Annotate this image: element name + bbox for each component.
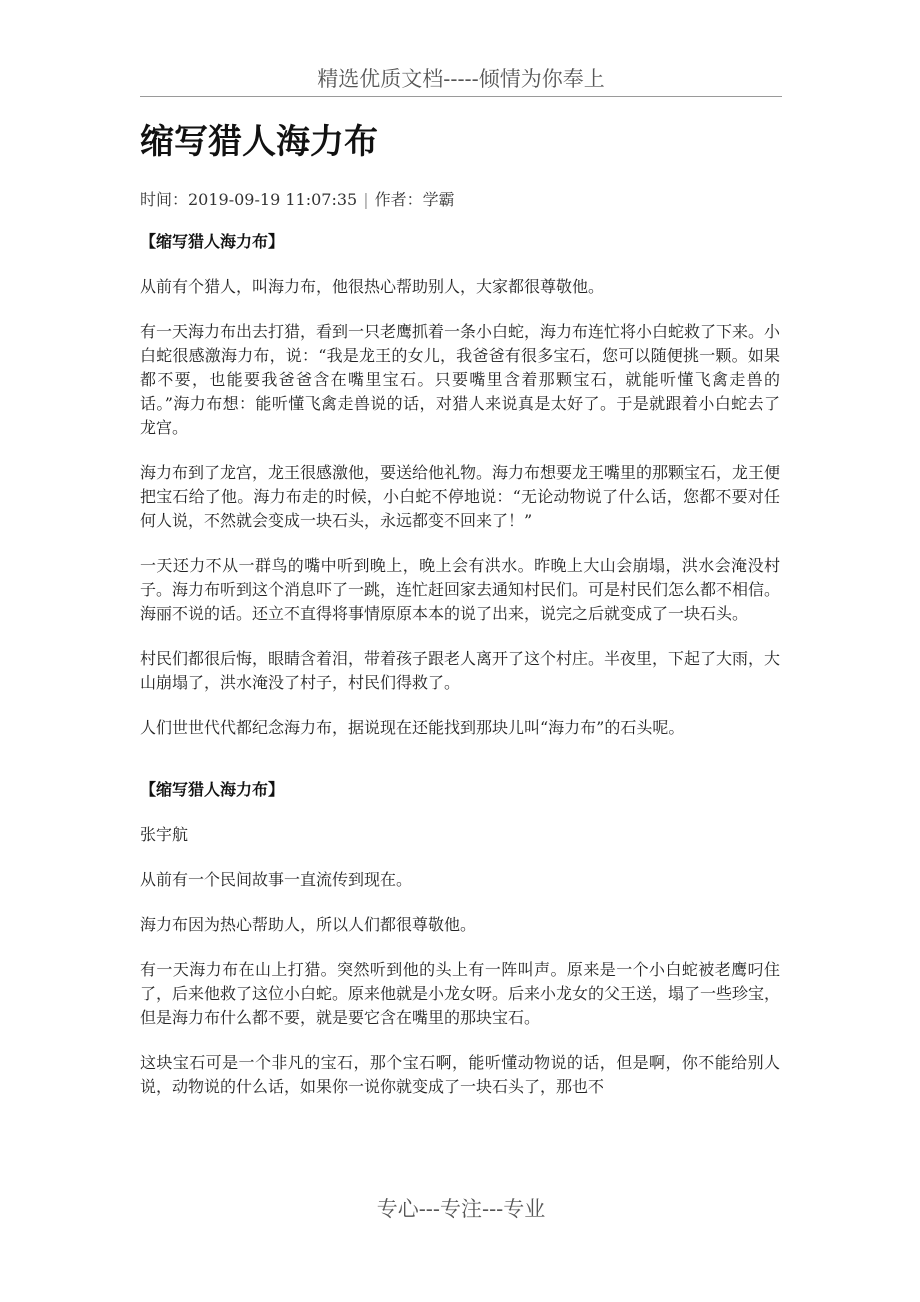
paragraph: 人们世世代代都纪念海力布，据说现在还能找到那块儿叫“海力布”的石头呢。 (140, 718, 685, 737)
page-footer (140, 1192, 782, 1226)
author-line: 张宇航 (140, 825, 189, 844)
paragraph: 从前有个猎人，叫海力布，他很热心帮助别人，大家都很尊敬他。 (140, 277, 605, 296)
paragraph: 这块宝石可是一个非凡的宝石，那个宝石啊，能听懂动物说的话，但是啊，你不能给别人说，动物说的什么话，如果你一说你就变成了一块石头了，那也不 (140, 1053, 780, 1096)
page-header (140, 62, 782, 97)
author: 作者：学霸 (374, 190, 455, 209)
article-body (140, 110, 780, 1099)
meta-separator: | (363, 190, 369, 209)
paragraph: 海力布因为热心帮助人，所以人们都很尊敬他。 (140, 915, 477, 934)
article-meta (140, 188, 780, 212)
paragraph: 一天还力不从一群鸟的嘴中听到晚上，晚上会有洪水。昨晚上大山会崩塌，洪水会淹没村子。海力布听到这个消息吓了一跳，连忙赶回家去通知村民们。可是村民们怎么都不相信。海丽不说的话。还立不直得将事情原原本本的说了出来，说完之后就变成了一块石头。 (140, 556, 781, 623)
section-heading: 【缩写猎人海力布】 (140, 232, 285, 251)
paragraph: 从前有一个民间故事一直流传到现在。 (140, 870, 413, 889)
section-heading: 【缩写猎人海力布】 (140, 780, 285, 799)
footer-text: 专心---专注---专业 (376, 1197, 546, 1221)
paragraph: 村民们都很后悔，眼睛含着泪，带着孩子跟老人离开了这个村庄。半夜里，下起了大雨，大山崩塌了，洪水淹没了村子，村民们得救了。 (140, 649, 781, 692)
paragraph: 海力布到了龙宫，龙王很感激他，要送给他礼物。海力布想要龙王嘴里的那颗宝石，龙王便把宝石给了他。海力布走的时候，小白蛇不停地说：“无论动物说了什么话，您都不要对任何人说，不然就会变成一块石头，永远都变不回来了！” (140, 463, 781, 530)
header-text: 精选优质文档-----倾情为你奉上 (317, 67, 605, 91)
publish-time: 时间：2019-09-19 11:07:35 (140, 190, 358, 209)
paragraph: 有一天海力布在山上打猎。突然听到他的头上有一阵叫声。原来是一个小白蛇被老鹰叼住了，后来他救了这位小白蛇。原来他就是小龙女呀。后来小龙女的父王送，塌了一些珍宝，但是海力布什么都不要，就是要它含在嘴里的那块宝石。 (140, 960, 781, 1027)
article-title: 缩写猎人海力布 (140, 122, 378, 162)
paragraph: 有一天海力布出去打猎，看到一只老鹰抓着一条小白蛇，海力布连忙将小白蛇救了下来。小白蛇很感激海力布，说：“我是龙王的女儿，我爸爸有很多宝石，您可以随便挑一颗。如果都不要，也能要我爸爸含在嘴里宝石。只要嘴里含着那颗宝石，就能听懂飞禽走兽的话。”海力布想：能听懂飞禽走兽说的话，对猎人来说真是太好了。于是就跟着小白蛇去了龙宫。 (140, 322, 781, 437)
